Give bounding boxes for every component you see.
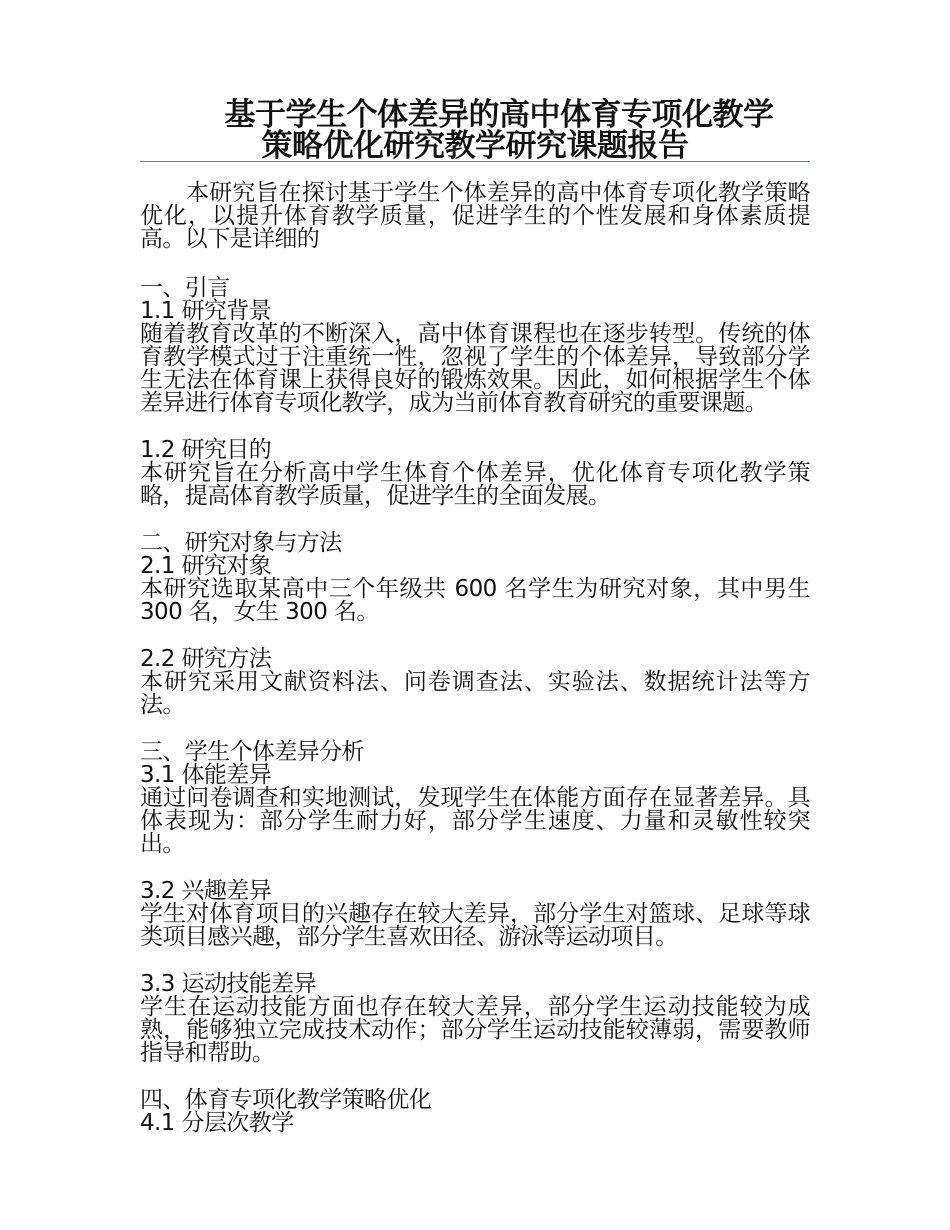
paragraph-3-2: 学生对体育项目的兴趣存在较大差异，部分学生对篮球、足球等球类项目感兴趣，部分学生喜欢田径、游泳等运动项目。 [140, 901, 810, 950]
title-line-2: 策略优化研究教学研究课题报告 [261, 128, 689, 164]
subsection-heading-4-1: 4.1 分层次教学 [140, 1110, 294, 1136]
paragraph-2-1: 本研究选取某高中三个年级共 600 名学生为研究对象，其中男生 300 名，女生 300 名。 [140, 576, 810, 625]
subsection-heading-1-2: 1.2 研究目的 [140, 437, 272, 463]
subsection-heading-2-2: 2.2 研究方法 [140, 646, 272, 672]
paragraph-3-1: 通过问卷调查和实地测试，发现学生在体能方面存在显著差异。具体表现为：部分学生耐力好，部分学生速度、力量和灵敏性较突出。 [140, 785, 810, 857]
subsection-heading-3-3: 3.3 运动技能差异 [140, 971, 316, 997]
subsection-heading-3-2: 3.2 兴趣差异 [140, 878, 272, 904]
subsection-heading-2-1: 2.1 研究对象 [140, 553, 272, 579]
section-heading-2: 二、研究对象与方法 [140, 530, 342, 556]
paragraph-2-2: 本研究采用文献资料法、问卷调查法、实验法、数据统计法等方法。 [140, 669, 810, 718]
report-body [140, 182, 810, 1135]
title-line-1: 基于学生个体差异的高中体育专项化教学 [224, 97, 774, 133]
title-underline [140, 161, 810, 162]
intro-paragraph: 本研究旨在探讨基于学生个体差异的高中体育专项化教学策略优化，以提升体育教学质量，促进学生的个性发展和身体素质提高。以下是详细的 [140, 180, 810, 252]
section-heading-4: 四、体育专项化教学策略优化 [140, 1087, 432, 1113]
paragraph-1-1: 随着教育改革的不断深入，高中体育课程也在逐步转型。传统的体育教学模式过于注重统一性，忽视了学生的个体差异，导致部分学生无法在体育课上获得良好的锻炼效果。因此，如何根据学生个体差异进行体育专项化教学，成为当前体育教育研究的重要课题。 [140, 321, 810, 416]
report-title [140, 97, 810, 164]
subsection-heading-3-1: 3.1 体能差异 [140, 762, 272, 788]
subsection-heading-1-1: 1.1 研究背景 [140, 298, 272, 324]
paragraph-1-2: 本研究旨在分析高中学生体育个体差异，优化体育专项化教学策略，提高体育教学质量，促进学生的全面发展。 [140, 460, 810, 509]
paragraph-3-3: 学生在运动技能方面也存在较大差异，部分学生运动技能较为成熟，能够独立完成技术动作；部分学生运动技能较薄弱，需要教师指导和帮助。 [140, 994, 810, 1066]
section-heading-1: 一、引言 [140, 275, 230, 301]
section-heading-3: 三、学生个体差异分析 [140, 739, 365, 765]
